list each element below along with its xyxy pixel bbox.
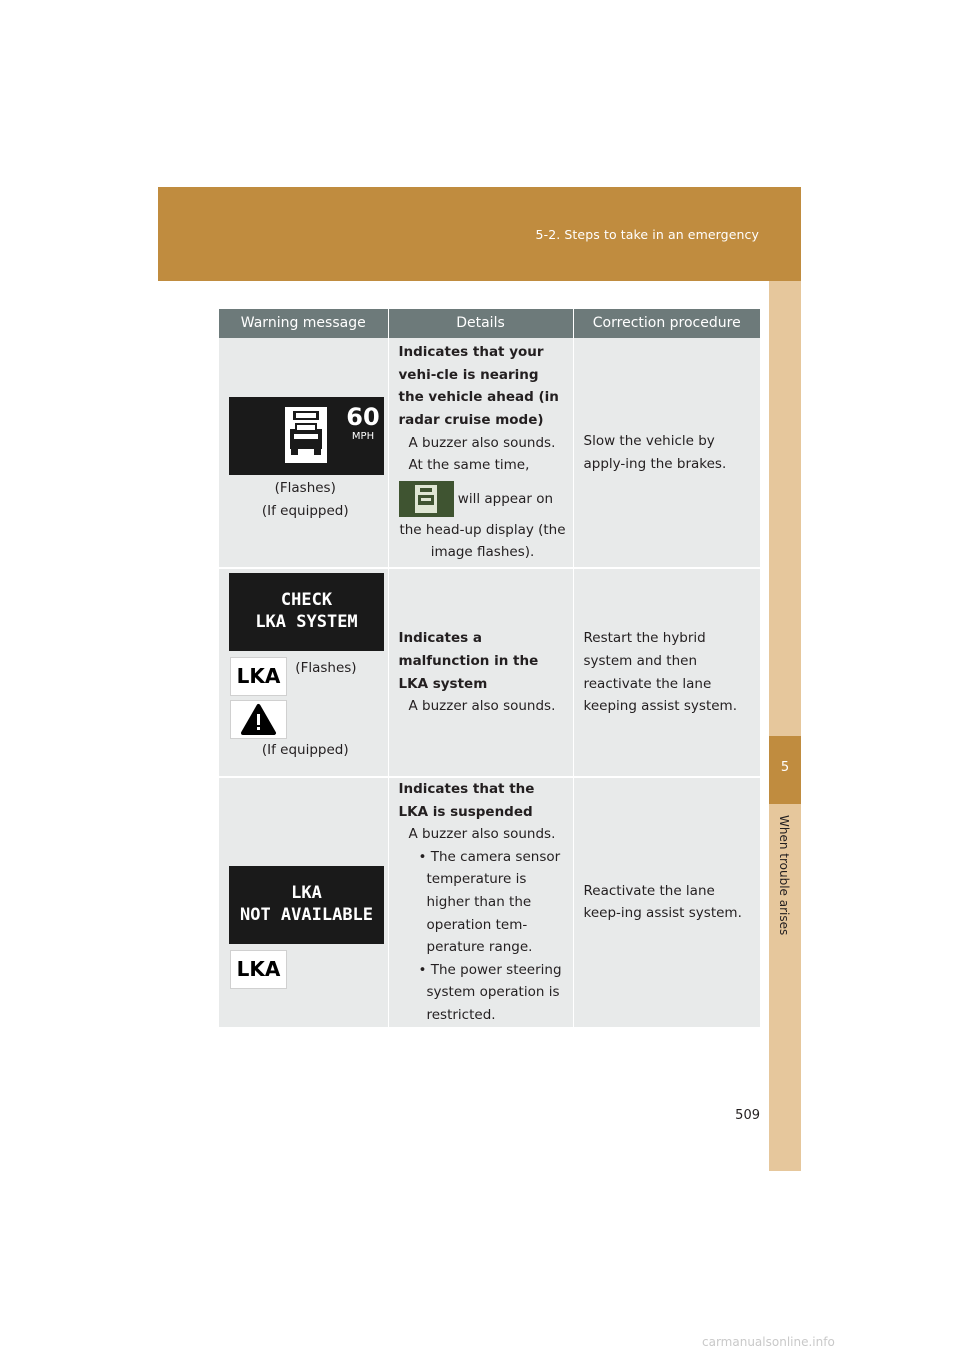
details-title: Indicates a malfunction in the LKA system [398,630,539,692]
correction-cell [573,338,760,568]
speed-unit: MPH [351,430,375,442]
warning-message-cell [219,568,388,777]
warning-message-cell [219,777,388,1028]
correction-cell [573,568,760,777]
header-correction-procedure: Correction procedure [573,309,760,338]
details-cell [388,568,573,777]
speed-value: 60 [346,402,380,431]
chapter-number: 5 [780,760,790,775]
details-bullet: • The power steering system operation is restricted. [418,961,562,1023]
details-text: A buzzer also sounds. [408,826,556,843]
details-title: Indicates that the LKA is suspended [398,781,535,820]
details-text: A buzzer also sounds. [408,434,556,451]
details-text: the head-up display (the image flashes). [399,521,566,561]
page-number: 509 [735,1108,760,1123]
section-title: 5-2. Steps to take in an emergency [535,227,759,242]
display-message: LKA NOT AVAILABLE [239,882,374,925]
details-text: At the same time, [408,457,530,474]
chapter-name [771,815,799,955]
details-text: will appear on [457,490,554,507]
details-cell [388,338,573,568]
details-bullet: • The camera sensor temperature is higher than the operation tem-perature range. [418,848,561,956]
watermark: carmanualsonline.info [702,1335,835,1349]
details-cell [388,777,573,1028]
table-row [219,338,760,568]
multi-info-display [229,866,384,944]
chapter-name-label: When trouble arises [777,815,791,936]
vehicle-ahead-icon [285,407,327,463]
details-title: Indicates that your vehi-cle is nearing the vehicle ahead (in radar cruise mode) [398,344,559,428]
if-equipped-note: (If equipped) [261,742,349,759]
display-message: CHECK LKA SYSTEM [255,590,358,633]
table-row [219,777,760,1028]
if-equipped-note: (If equipped) [261,502,349,519]
details-text: A buzzer also sounds. [408,698,556,715]
multi-info-display [229,397,384,475]
correction-text: Restart the hybrid system and then reactivate the lane keeping assist system. [583,630,737,715]
header-band [158,187,801,281]
lka-indicator-icon: LKA [230,657,287,696]
flashes-note: (Flashes) [274,479,336,496]
warning-message-cell [219,338,388,568]
warning-triangle-icon [230,700,287,739]
correction-cell [573,777,760,1028]
table-row [219,568,760,777]
header-details: Details [388,309,573,338]
warning-table [219,309,760,1029]
correction-text: Slow the vehicle by apply-ing the brakes. [583,432,727,472]
header-warning-message: Warning message [219,309,388,338]
hud-vehicle-icon [399,481,454,517]
correction-text: Reactivate the lane keep-ing assist system. [583,882,742,922]
side-tab [769,281,801,1171]
chapter-tab [769,736,801,804]
multi-info-display [229,573,384,651]
table-header-row [219,309,760,338]
speed-readout [346,403,380,443]
lka-indicator-icon: LKA [230,950,287,989]
flashes-note: (Flashes) [295,660,357,677]
